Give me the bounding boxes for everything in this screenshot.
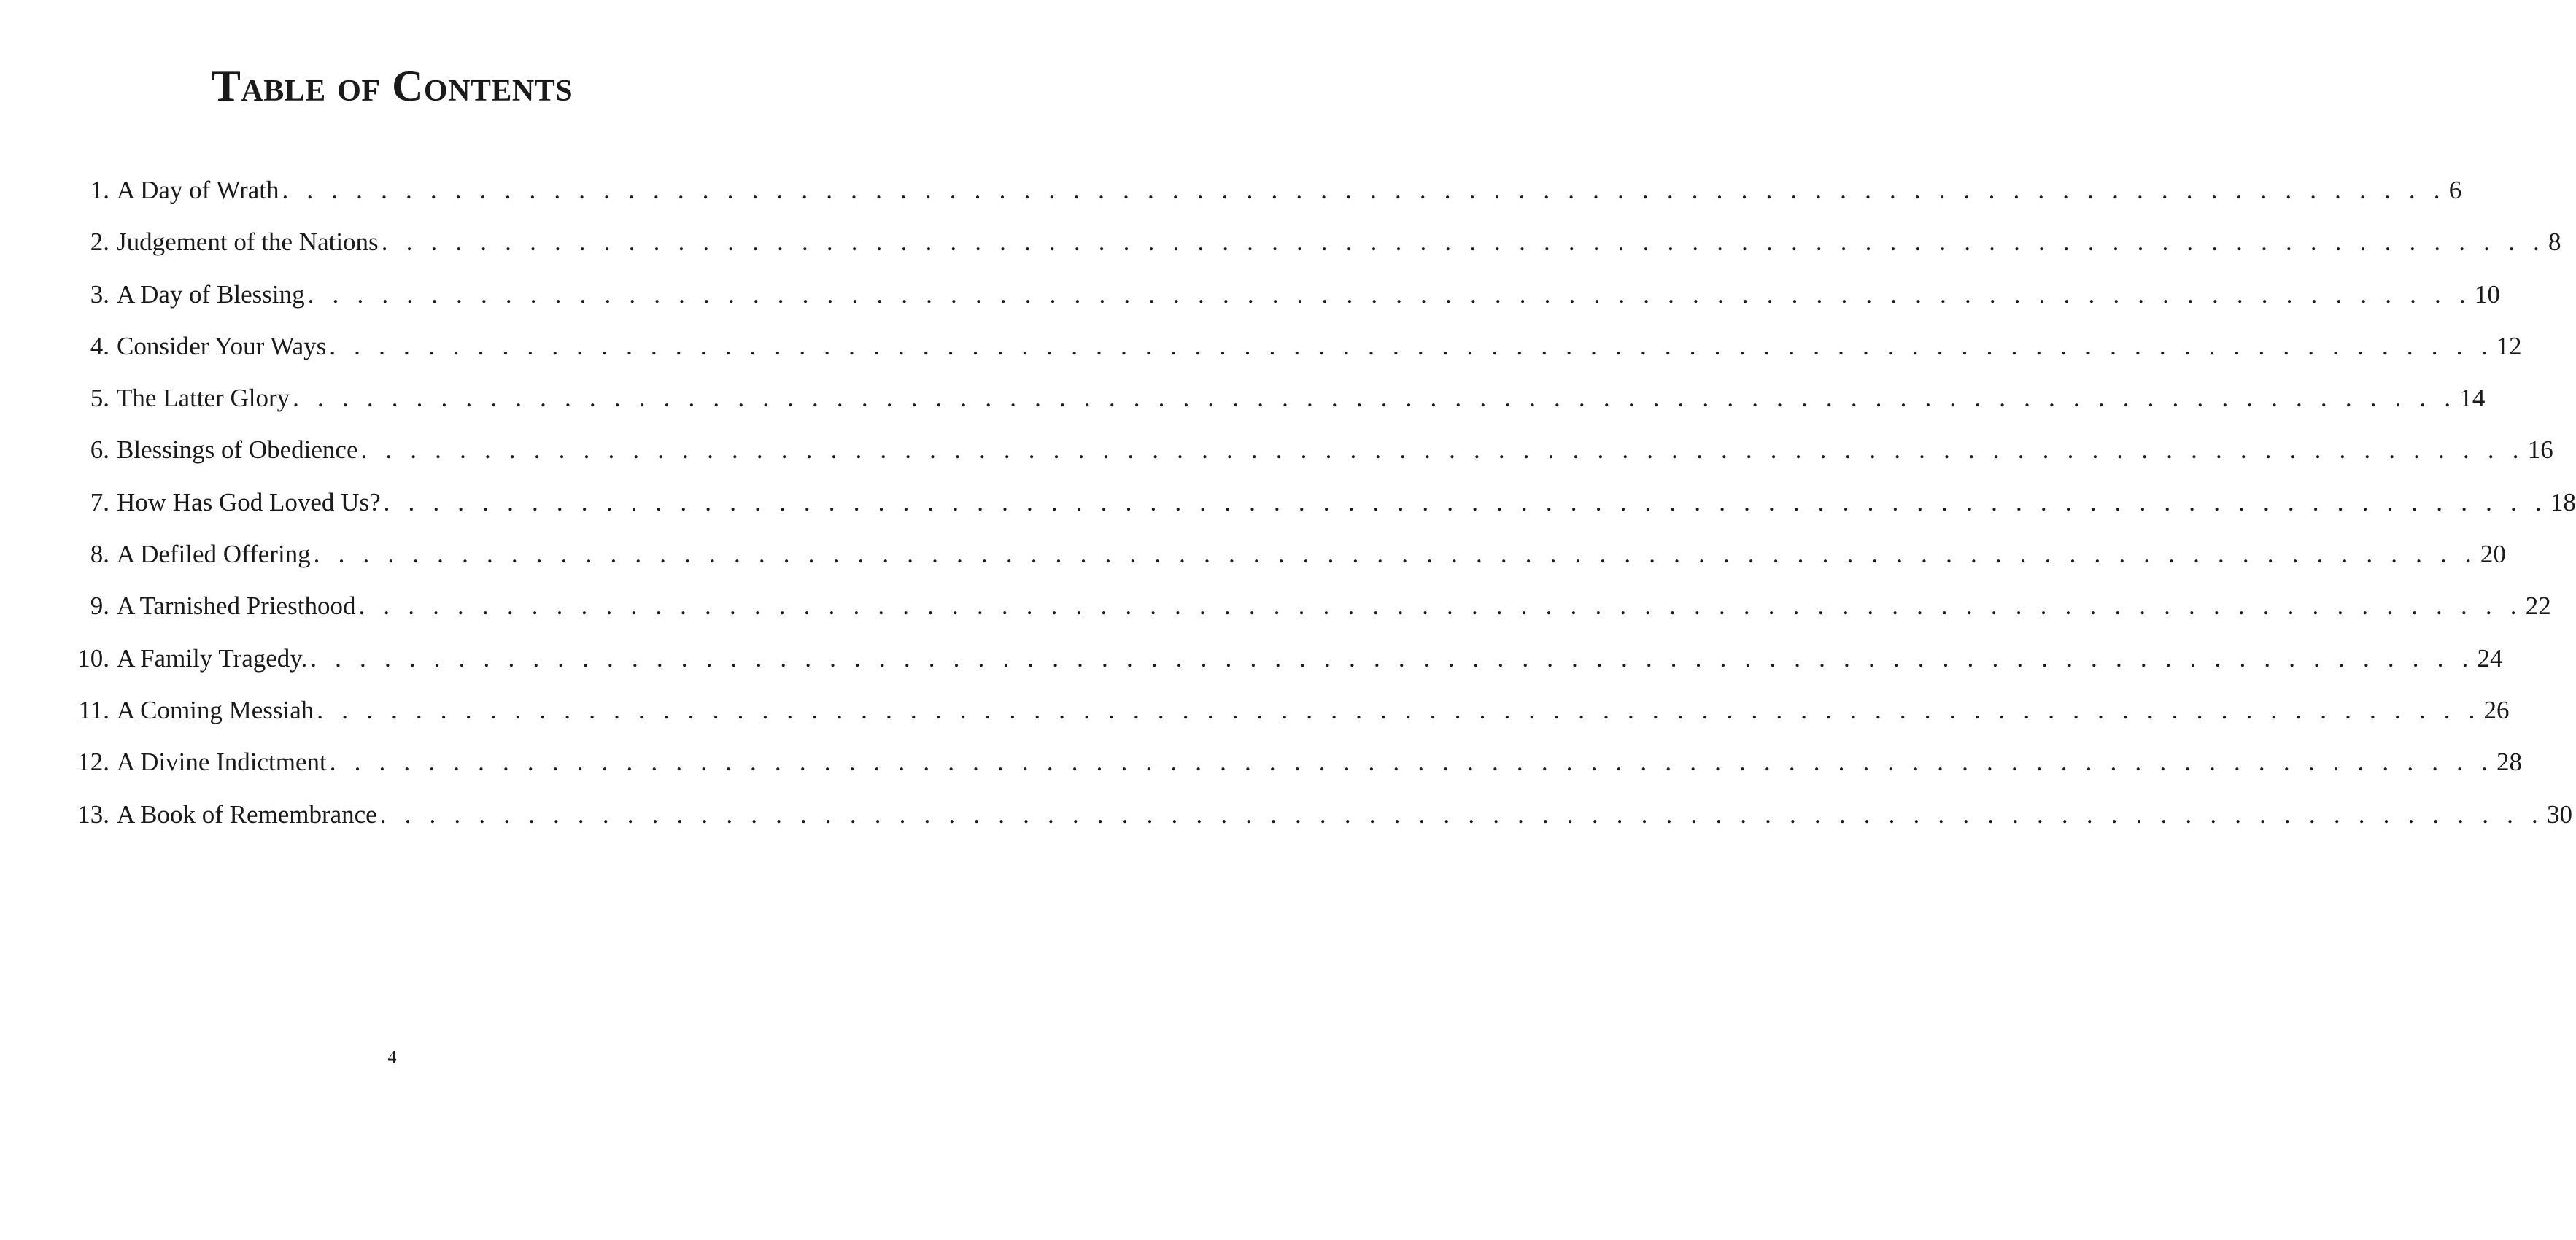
toc-entry-5[interactable]: [61, 383, 2486, 435]
toc-entry-title: Blessings of Obedience: [117, 435, 358, 465]
toc-entry-4[interactable]: [61, 331, 2522, 383]
toc-entry-9[interactable]: [61, 591, 2551, 643]
toc-entry-page: 14: [2459, 384, 2486, 413]
dot-leader: . . . . . . . . . . . . . . . . . . . . . . . . . . . . . . . . . . . . . . . . . . . . . . . . . . . . . . . . . . . . . . . . . . . . . . . . . . . . . . . . . . . . . . . .: [360, 435, 2525, 465]
toc-entry-number: 13.: [77, 799, 109, 829]
toc-entry-7[interactable]: [61, 487, 2576, 539]
toc-entry-3[interactable]: [61, 279, 2500, 331]
dot-leader: . . . . . . . . . . . . . . . . . . . . . . . . . . . . . . . . . . . . . . . . . . . . . . . . . . . . . . . . . . . . . . . . . . . . . . . . . . . . . . . . . . . . . . . .: [313, 540, 2478, 569]
dot-leader: . . . . . . . . . . . . . . . . . . . . . . . . . . . . . . . . . . . . . . . . . . . . . . . . . . . . . . . . . . . . . . . . . . . . . . . . . . . . . . . . . . . . . . . .: [293, 384, 2457, 413]
toc-entry-page: 10: [2474, 279, 2500, 309]
dot-leader: . . . . . . . . . . . . . . . . . . . . . . . . . . . . . . . . . . . . . . . . . . . . . . . . . . . . . . . . . . . . . . . . . . . . . . . . . . . . . . . . . . . . . . . .: [379, 799, 2544, 829]
toc-entry-6[interactable]: [61, 435, 2553, 487]
toc-entry-page: 24: [2477, 643, 2503, 673]
toc-entry-12[interactable]: [61, 747, 2522, 799]
toc-entry-page: 26: [2483, 695, 2510, 724]
toc-entry-number: 11.: [78, 695, 109, 724]
toc-entry-title: A Coming Messiah: [117, 695, 314, 724]
toc-entry-page: 18: [2550, 487, 2576, 516]
toc-entry-title: A Divine Indictment: [117, 748, 327, 777]
toc-entry-8[interactable]: [61, 539, 2506, 591]
dot-leader: . . . . . . . . . . . . . . . . . . . . . . . . . . . . . . . . . . . . . . . . . . . . . . . . . . . . . . . . . . . . . . . . . . . . . . . . . . . . . . . . . . . . . . . .: [329, 748, 2494, 777]
dot-leader: . . . . . . . . . . . . . . . . . . . . . . . . . . . . . . . . . . . . . . . . . . . . . . . . . . . . . . . . . . . . . . . . . . . . . . . . . . . . . . . . . . . . . . . .: [317, 695, 2481, 724]
toc-entry-13[interactable]: [61, 799, 2572, 851]
toc-entry-number: 4.: [90, 331, 109, 360]
toc-entry-title: Judgement of the Nations: [117, 228, 379, 257]
dot-leader: . . . . . . . . . . . . . . . . . . . . . . . . . . . . . . . . . . . . . . . . . . . . . . . . . . . . . . . . . . . . . . . . . . . . . . . . . . . . . . . . . . . . . . . .: [381, 228, 2545, 257]
toc-entry-page: 22: [2525, 592, 2551, 621]
toc-entry-title: A Day of Blessing: [117, 279, 305, 309]
toc-entry-title: How Has God Loved Us?: [117, 487, 381, 516]
toc-entry-number: 8.: [90, 540, 109, 569]
toc-entry-title: Consider Your Ways: [117, 331, 327, 360]
toc-entry-page: 6: [2448, 176, 2462, 204]
toc-entry-number: 1.: [90, 176, 109, 204]
toc-entry-2[interactable]: [61, 227, 2561, 279]
toc-entry-number: 2.: [90, 228, 109, 257]
page-title: Table of Contents: [211, 62, 573, 110]
dot-leader: . . . . . . . . . . . . . . . . . . . . . . . . . . . . . . . . . . . . . . . . . . . . . . . . . . . . . . . . . . . . . . . . . . . . . . . . . . . . . . . . . . . . . . . .: [358, 592, 2523, 621]
toc-list: [61, 175, 2576, 851]
toc-entry-11[interactable]: [61, 695, 2510, 747]
dot-leader: . . . . . . . . . . . . . . . . . . . . . . . . . . . . . . . . . . . . . . . . . . . . . . . . . . . . . . . . . . . . . . . . . . . . . . . . . . . . . . . . . . . . . . . .: [329, 331, 2494, 360]
toc-entry-1[interactable]: [61, 175, 2462, 227]
toc-entry-page: 20: [2480, 540, 2506, 569]
toc-entry-title: The Latter Glory: [117, 384, 290, 413]
toc-entry-number: 6.: [90, 435, 109, 465]
toc-entry-title: A Book of Remembrance: [117, 799, 377, 829]
toc-entry-page: 12: [2496, 331, 2522, 360]
dot-leader: . . . . . . . . . . . . . . . . . . . . . . . . . . . . . . . . . . . . . . . . . . . . . . . . . . . . . . . . . . . . . . . . . . . . . . . . . . . . . . . . . . . . . . . .: [383, 487, 2548, 516]
dot-leader: . . . . . . . . . . . . . . . . . . . . . . . . . . . . . . . . . . . . . . . . . . . . . . . . . . . . . . . . . . . . . . . . . . . . . . . . . . . . . . . . . . . . . . . .: [307, 279, 2472, 309]
toc-entry-10[interactable]: [61, 643, 2503, 695]
toc-entry-number: 5.: [90, 384, 109, 413]
toc-entry-number: 3.: [90, 279, 109, 309]
toc-entry-title: A Day of Wrath: [117, 176, 279, 204]
dot-leader: . . . . . . . . . . . . . . . . . . . . . . . . . . . . . . . . . . . . . . . . . . . . . . . . . . . . . . . . . . . . . . . . . . . . . . . . . . . . . . . . . . . . . . . .: [282, 176, 2446, 204]
toc-entry-page: 8: [2548, 228, 2561, 257]
toc-entry-page: 28: [2496, 748, 2522, 777]
page-number: 4: [387, 1048, 397, 1067]
dot-leader: . . . . . . . . . . . . . . . . . . . . . . . . . . . . . . . . . . . . . . . . . . . . . . . . . . . . . . . . . . . . . . . . . . . . . . . . . . . . . . . . . . . . . . . .: [310, 643, 2475, 673]
toc-entry-number: 9.: [90, 592, 109, 621]
toc-entry-title: A Defiled Offering: [117, 540, 311, 569]
toc-entry-page: 30: [2546, 799, 2572, 829]
toc-entry-number: 12.: [77, 748, 109, 777]
toc-entry-title: A Family Tragedy.: [117, 643, 308, 673]
toc-entry-number: 10.: [77, 643, 109, 673]
toc-entry-page: 16: [2527, 435, 2553, 465]
toc-entry-number: 7.: [90, 487, 109, 516]
toc-entry-title: A Tarnished Priesthood: [117, 592, 356, 621]
